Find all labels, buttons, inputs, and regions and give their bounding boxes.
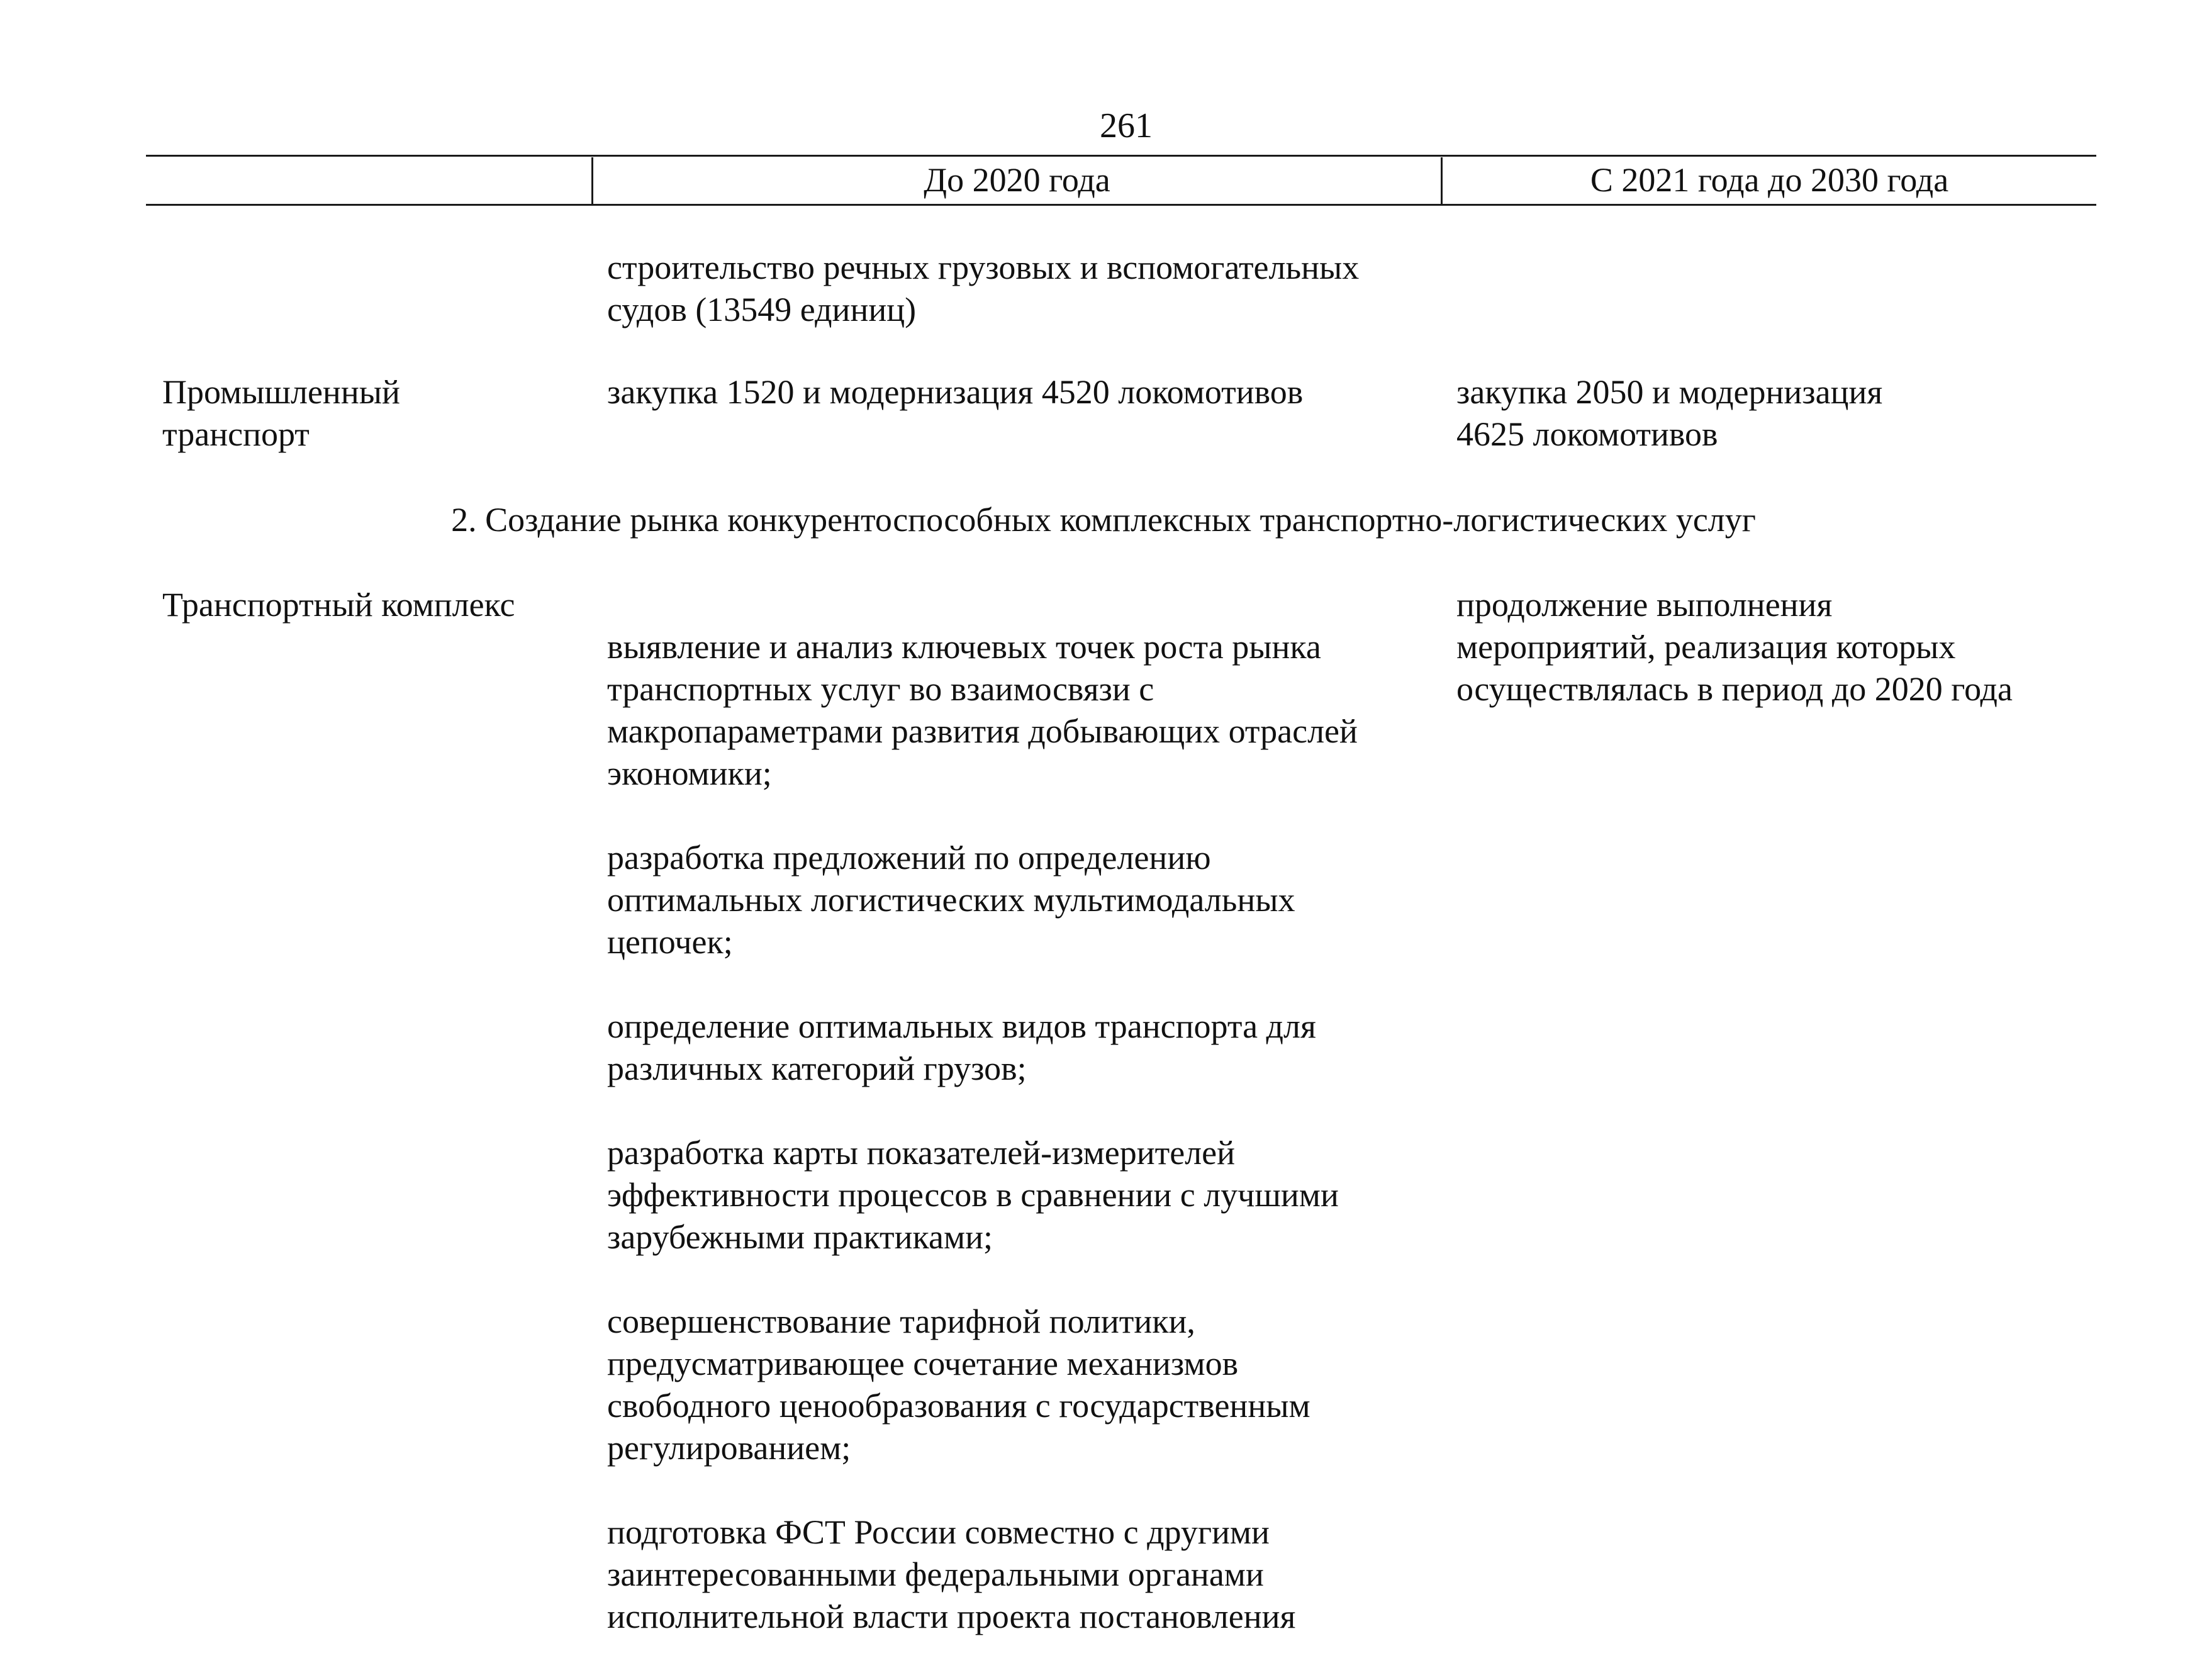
header-rule-bottom (146, 204, 2096, 206)
header-rule-top (146, 155, 2096, 157)
list-item: определение оптимальных видов транспорта для различных категорий грузов; (607, 1007, 1316, 1087)
row-from-2021: продолжение выполнения мероприятий, реализация которых осуществлялась в период до 2020 года (1456, 586, 2013, 708)
list-item: разработка карты показателей-измерителей эффективности процессов в сравнении с лучшими зарубежными практиками; (607, 1134, 1339, 1256)
row-category: Промышленный транспорт (162, 373, 400, 453)
page-number: 261 (1100, 106, 1153, 145)
list-item: подготовка ФСТ России совместно с другими заинтересованными федеральными органами исполнительной власти проекта постановления (607, 1513, 1296, 1635)
list-item: совершенствование тарифной политики, предусматривающее сочетание механизмов свободного ценообразования с государственным регулированием; (607, 1302, 1310, 1467)
row-until-2020-list (607, 584, 1438, 1680)
list-item: разработка предложений по определению оптимальных логистических мультимодальных цепочек; (607, 839, 1295, 961)
row-until-2020: строительство речных грузовых и вспомогательных судов (13549 единиц) (607, 249, 1360, 328)
column-header-until-2020: До 2020 года (924, 161, 1110, 199)
section-heading: 2. Создание рынка конкурентоспособных комплексных транспортно-логистических услуг (451, 501, 1756, 539)
list-item: выявление и анализ ключевых точек роста рынка транспортных услуг во взаимосвязи с макропараметрами развития добывающих отраслей экономики; (607, 628, 1358, 792)
row-from-2021: закупка 2050 и модернизация 4625 локомотивов (1456, 373, 1883, 453)
row-category: Транспортный комплекс (162, 586, 515, 624)
column-header-from-2021: С 2021 года до 2030 года (1590, 161, 1949, 199)
row-until-2020: закупка 1520 и модернизация 4520 локомотивов (607, 373, 1304, 411)
